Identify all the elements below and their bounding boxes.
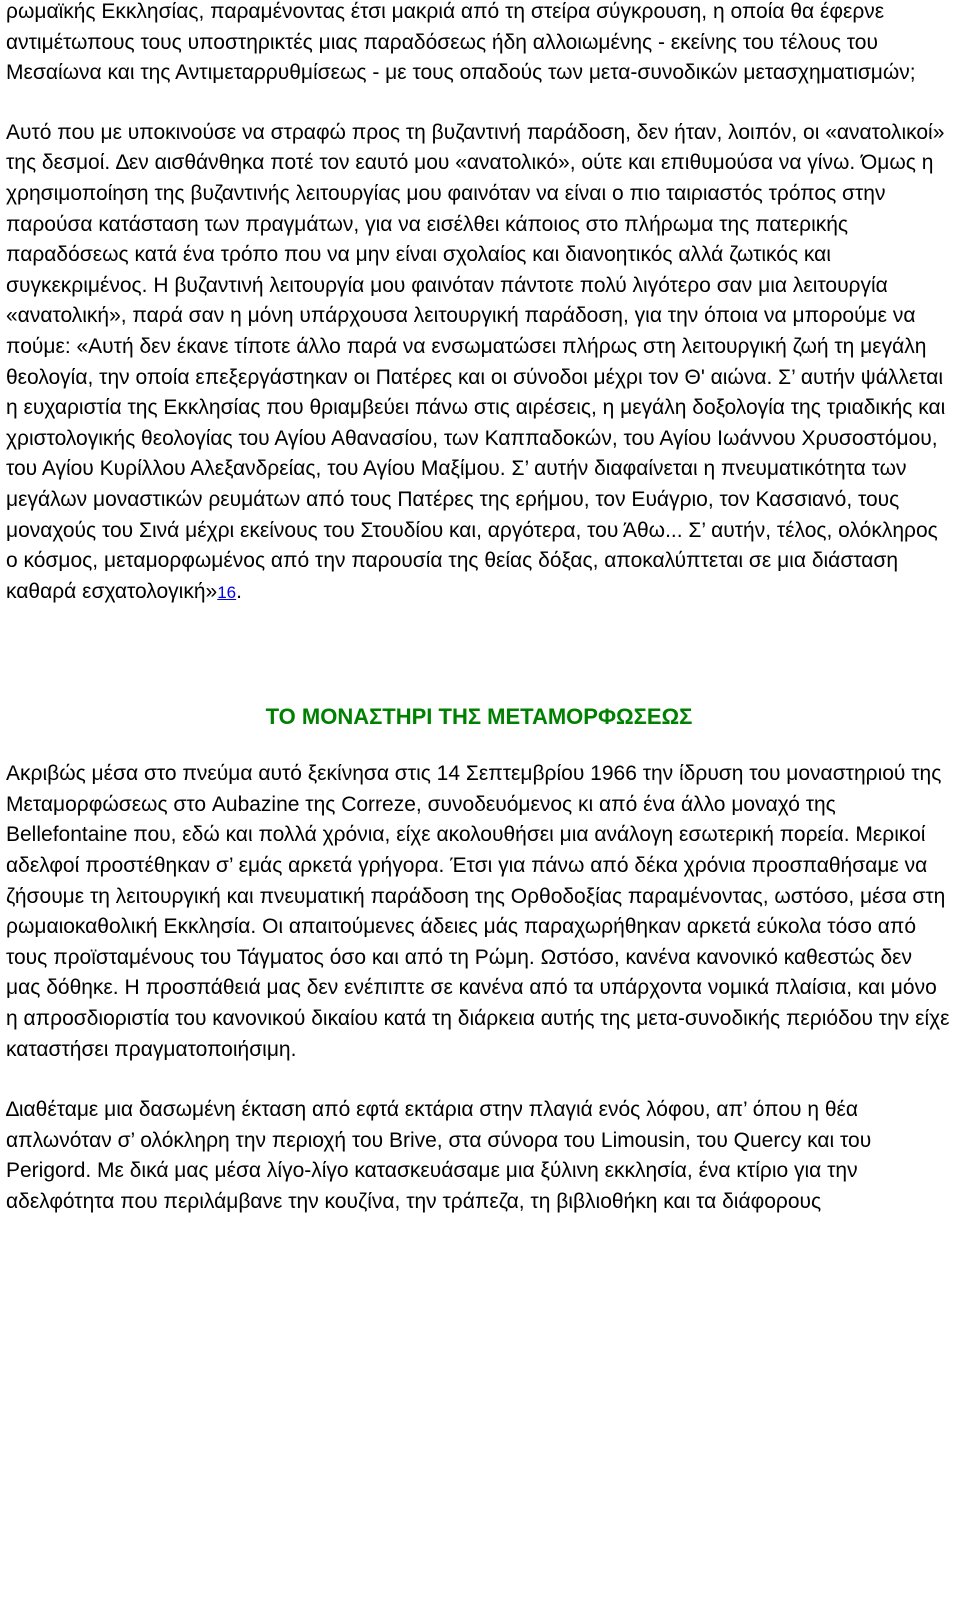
section-heading: ΤΟ ΜΟΝΑΣΤΗΡΙ ΤΗΣ ΜΕΤΑΜΟΡΦΩΣΕΩΣ [265, 704, 693, 730]
document-page [6, 0, 952, 1218]
paragraph [6, 118, 952, 609]
paragraph: Ακριβώς μέσα στο πνεύμα αυτό ξεκίνησα στις 14 Σεπτεμβρίου 1966 την ίδρυση του μοναστηριού της Μεταμορφώσεως στο Aubazine της Correze, συνοδευόμενος κι από ένα άλλο μοναχό της Bellefontaine που, εδώ και πολλά χρόνια, είχε ακολουθήσει μια ανάλογη εσωτερική πορεία. Μερικοί αδελφοί προστέθηκαν σ’ εμάς αρκετά γρήγορα. Έτσι για πάνω από δέκα χρόνια προσπαθήσαμε να ζήσουμε τη λειτουργική και πνευματική παράδοση της Ορθοδοξίας παραμένοντας, ωστόσο, μέσα στη ρωμαιοκαθολική Εκκλησία. Οι απαιτούμενες άδειες μάς παραχωρήθηκαν αρκετά εύκολα τόσο από τους προϊσταμένους του Τάγματος όσο και από τη Ρώμη. Ωστόσο, κανένα κανονικό καθεστώς δεν μας δόθηκε. Η προσπάθειά μας δεν ενέπιπτε σε κανένα από τα υπάρχοντα νομικά πλαίσια, και μόνο η απροσδιοριστία του κανονικού δικαίου κατά τη διάρκεια αυτής της μετα-συνοδικής περιόδου την είχε καταστήσει πραγματοποιήσιμη. [6, 762, 950, 1061]
sentence-end: . [236, 579, 242, 603]
paragraph: ∆ιαθέταμε μια δασωμένη έκταση από εφτά εκτάρια στην πλαγιά ενός λόφου, απ’ όπου η θέα απλωνόταν σ’ ολόκληρη την περιοχή του Brive, στα σύνορα του Limousin, του Quercy και του Perigord. Με δικά μας μέσα λίγο-λίγο κατασκευάσαμε μια ξύλινη εκκλησία, ένα κτίριο για την αδελφότητα που περιλάμβανε την κουζίνα, την τράπεζα, τη βιβλιοθήκη και τα διάφορους [6, 1098, 872, 1213]
paragraph-text: Αυτό που με υποκινούσε να στραφώ προς τη βυζαντινή παράδοση, δεν ήταν, λοιπόν, οι «ανατολικοί» της δεσμοί. ∆εν αισθάνθηκα ποτέ τον εαυτό μου «ανατολικό», ούτε και επιθυμούσα να γίνω. Όμως η χρησιμοποίηση της βυζαντινής λειτουργίας μου φαινόταν να είναι ο πιο ταιριαστός τρόπος στην παρούσα κατάσταση των πραγμάτων, για να εισέλθει κάποιος στο πλήρωμα της πατερικής παραδόσεως κατά ένα τρόπο που να μην είναι σχολαίος και διανοητικός αλλά ζωτικός και συγκεκριμένος. Η βυζαντινή λειτουργία μου φαινόταν πάντοτε πολύ λιγότερο σαν μια λειτουργία «ανατολική», παρά σαν η μόνη υπάρχουσα λειτουργική παράδοση, για την όποια να μπορούμε να πούμε: «Αυτή δεν έκανε τίποτε άλλο παρά να ενσωματώσει πλήρως στη λειτουργική ζωή τη μεγάλη θεολογία, την οποία επεξεργάστηκαν οι Πατέρες και οι σύνοδοι μέχρι τον Θ' αιώνα. Σ’ αυτήν ψάλλεται η ευχαριστία της Εκκλησίας που θριαμβεύει πάνω στις αιρέσεις, η μεγάλη δοξολογία της τριαδικής και χριστολογικής θεολογίας του Αγίου Αθανασίου, των Καππαδοκών, του Αγίου Ιωάννου Χρυσοστόμου, του Αγίου Κυρίλλου Αλεξανδρείας, του Αγίου Μαξίμου. Σ’ αυτήν διαφαίνεται η πνευματικότητα των μεγάλων μοναστικών ρευμάτων από τους Πατέρες της ερήμου, τον Ευάγριο, τον Κασσιανό, τους μοναχούς του Σινά μέχρι εκείνους του Στουδίου και, αργότερα, του Άθω... Σ’ αυτήν, τέλος, ολόκληρος ο κόσμος, μεταμορφωμένος από την παρουσία της θείας δόξας, αποκαλύπτεται σε μια διάσταση καθαρά εσχατολογική» [6, 120, 946, 603]
paragraph: ρωμαϊκής Εκκλησίας, παραμένοντας έτσι μακριά από τη στείρα σύγκρουση, η οποία θα έφερνε αντιμέτωπους τους υποστηρικτές μιας παραδόσεως ήδη αλλοιωμένης - εκείνης του τέλους του Μεσαίωνα και της Αντιμεταρρυθμίσεως - με τους οπαδούς των μετα-συνοδικών μετασχηματισμών; [6, 0, 916, 85]
footnote-link[interactable]: 16 [217, 582, 237, 602]
